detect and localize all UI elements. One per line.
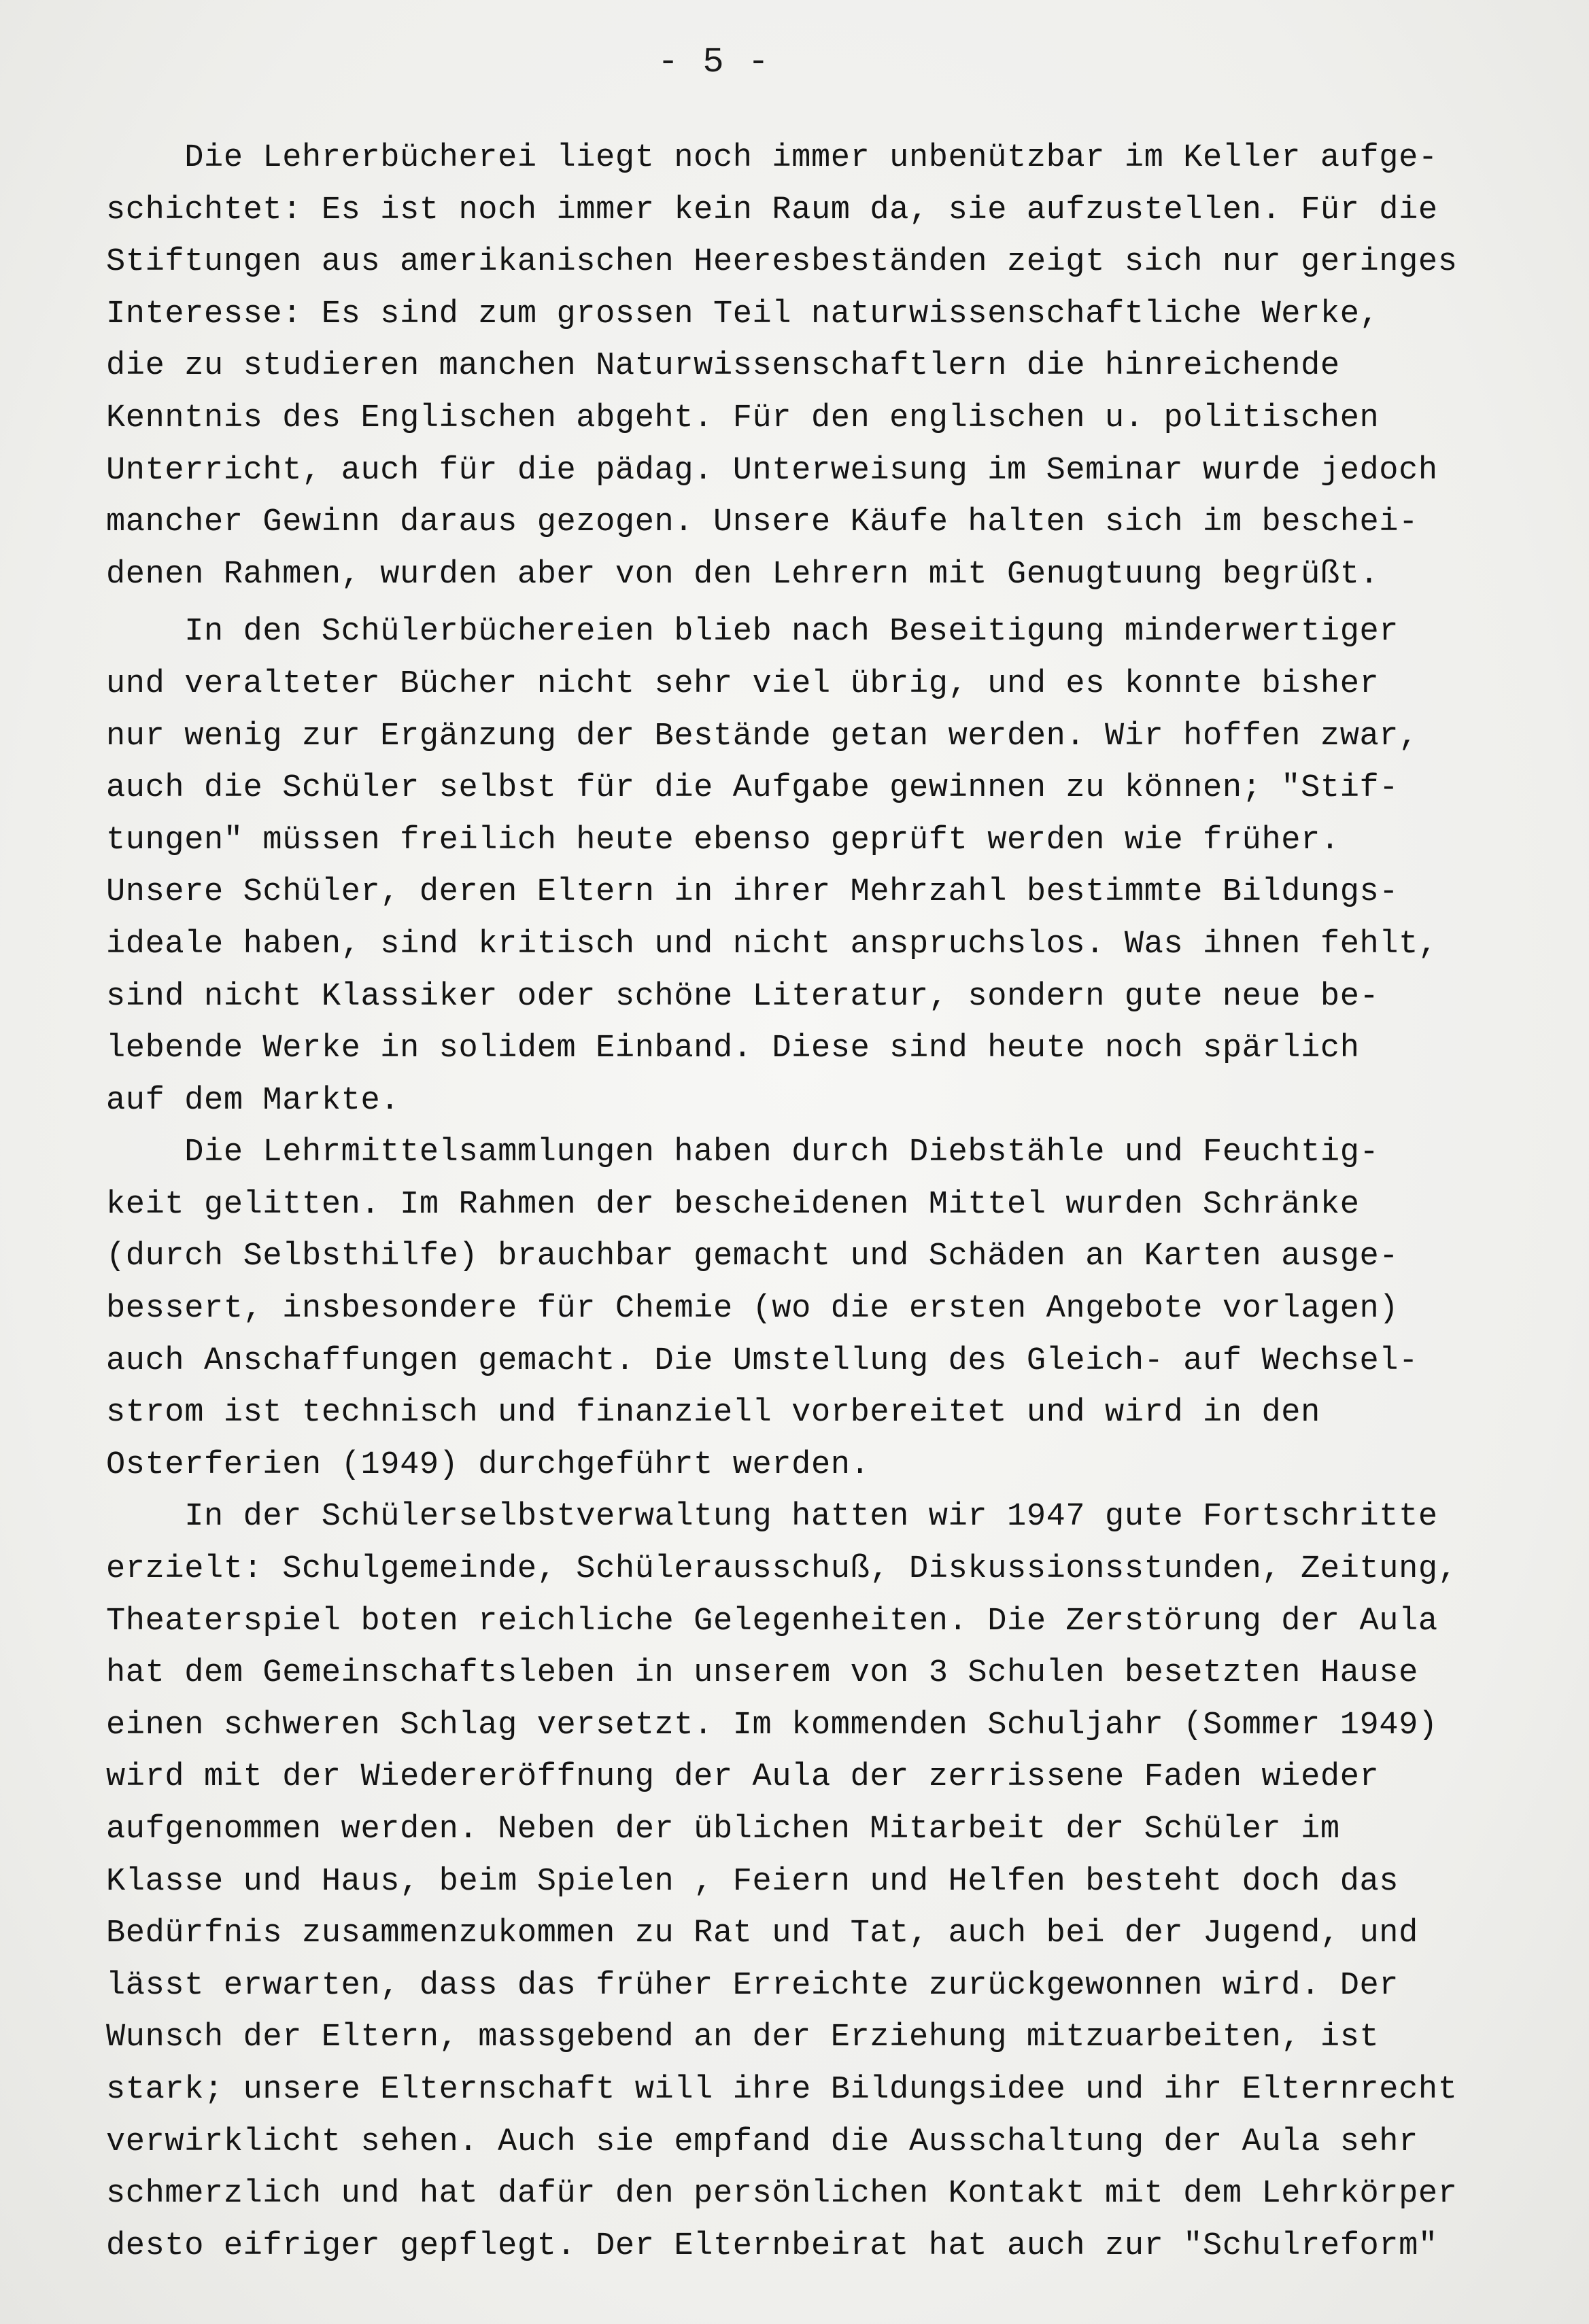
text-line: verwirklicht sehen. Auch sie empfand die Ausschaltung der Aula sehr <box>106 2123 1418 2160</box>
paragraph-student-library <box>106 606 1568 1127</box>
text-line: sind nicht Klassiker oder schöne Literatur, sondern gute neue be- <box>106 978 1380 1015</box>
text-line: einen schweren Schlag versetzt. Im kommenden Schuljahr (Sommer 1949) <box>106 1707 1438 1744</box>
paragraph-library <box>106 133 1568 601</box>
paragraph-teaching-materials <box>106 1127 1568 1491</box>
text-line: Unterricht, auch für die pädag. Unterweisung im Seminar wurde jedoch <box>106 452 1438 489</box>
text-line: auch die Schüler selbst für die Aufgabe gewinnen zu können; "Stif- <box>106 770 1399 807</box>
text-line: desto eifriger gepflegt. Der Elternbeirat hat auch zur "Schulreform" <box>106 2227 1438 2264</box>
text-line: Interesse: Es sind zum grossen Teil naturwissenschaftliche Werke, <box>106 296 1380 332</box>
text-line: Unsere Schüler, deren Eltern in ihrer Mehrzahl bestimmte Bildungs- <box>106 874 1399 911</box>
paragraph-gap <box>106 601 1568 606</box>
text-line: wird mit der Wiedereröffnung der Aula der zerrissene Faden wieder <box>106 1759 1380 1796</box>
text-line: Theaterspiel boten reichliche Gelegenheiten. Die Zerstörung der Aula <box>106 1603 1438 1640</box>
text-line: ideale haben, sind kritisch und nicht anspruchslos. Was ihnen fehlt, <box>106 926 1438 962</box>
text-line: auch Anschaffungen gemacht. Die Umstellung des Gleich- auf Wechsel- <box>106 1342 1418 1379</box>
text-line: (durch Selbsthilfe) brauchbar gemacht und Schäden an Karten ausge- <box>106 1238 1399 1275</box>
text-line: Die Lehrmittelsammlungen haben durch Diebstähle und Feuchtig- <box>106 1134 1380 1171</box>
text-line: hat dem Gemeinschaftsleben in unserem von 3 Schulen besetzten Hause <box>106 1655 1418 1692</box>
text-line: denen Rahmen, wurden aber von den Lehrern mit Genugtuung begrüßt. <box>106 556 1380 593</box>
text-line: auf dem Markte. <box>106 1082 400 1119</box>
page-number: - 5 - <box>657 42 771 82</box>
text-line: nur wenig zur Ergänzung der Bestände getan werden. Wir hoffen zwar, <box>106 718 1418 755</box>
text-line: strom ist technisch und finanziell vorbereitet und wird in den <box>106 1395 1320 1432</box>
text-line: erzielt: Schulgemeinde, Schülerausschuß, Diskussionsstunden, Zeitung, <box>106 1551 1458 1588</box>
text-line: keit gelitten. Im Rahmen der bescheidenen Mittel wurden Schränke <box>106 1186 1360 1223</box>
text-line: Bedürfnis zusammenzukommen zu Rat und Tat, auch bei der Jugend, und <box>106 1915 1418 1952</box>
text-line: Osterferien (1949) durchgeführt werden. <box>106 1446 870 1483</box>
text-line: tungen" müssen freilich heute ebenso geprüft werden wie früher. <box>106 822 1340 859</box>
text-line: Die Lehrerbücherei liegt noch immer unbenützbar im Keller aufge- <box>106 140 1438 176</box>
text-line: lässt erwarten, dass das früher Erreichte zurückgewonnen wird. Der <box>106 1967 1399 2004</box>
text-line: mancher Gewinn daraus gezogen. Unsere Käufe halten sich im beschei- <box>106 504 1418 541</box>
body-text <box>106 133 1568 2272</box>
text-line: Stiftungen aus amerikanischen Heeresbeständen zeigt sich nur geringes <box>106 244 1458 281</box>
text-line: Kenntnis des Englischen abgeht. Für den englischen u. politischen <box>106 400 1380 436</box>
text-line: schichtet: Es ist noch immer kein Raum da, sie aufzustellen. Für die <box>106 192 1438 228</box>
text-line: Klasse und Haus, beim Spielen , Feiern und Helfen besteht doch das <box>106 1863 1399 1900</box>
text-line: bessert, insbesondere für Chemie (wo die ersten Angebote vorlagen) <box>106 1291 1399 1328</box>
text-line: In den Schülerbüchereien blieb nach Beseitigung minderwertiger <box>106 614 1399 651</box>
text-line: aufgenommen werden. Neben der üblichen Mitarbeit der Schüler im <box>106 1811 1340 1848</box>
text-line: In der Schülerselbstverwaltung hatten wir 1947 gute Fortschritte <box>106 1499 1438 1536</box>
paragraph-student-self-government <box>106 1491 1568 2272</box>
text-line: lebende Werke in solidem Einband. Diese sind heute noch spärlich <box>106 1030 1360 1067</box>
text-line: stark; unsere Elternschaft will ihre Bildungsidee und ihr Elternrecht <box>106 2071 1458 2108</box>
text-line: Wunsch der Eltern, massgebend an der Erziehung mitzuarbeiten, ist <box>106 2019 1380 2056</box>
text-line: die zu studieren manchen Naturwissenschaftlern die hinreichende <box>106 348 1340 385</box>
text-line: schmerzlich und hat dafür den persönlichen Kontakt mit dem Lehrkörper <box>106 2176 1458 2213</box>
text-line: und veralteter Bücher nicht sehr viel übrig, und es konnte bisher <box>106 665 1380 702</box>
